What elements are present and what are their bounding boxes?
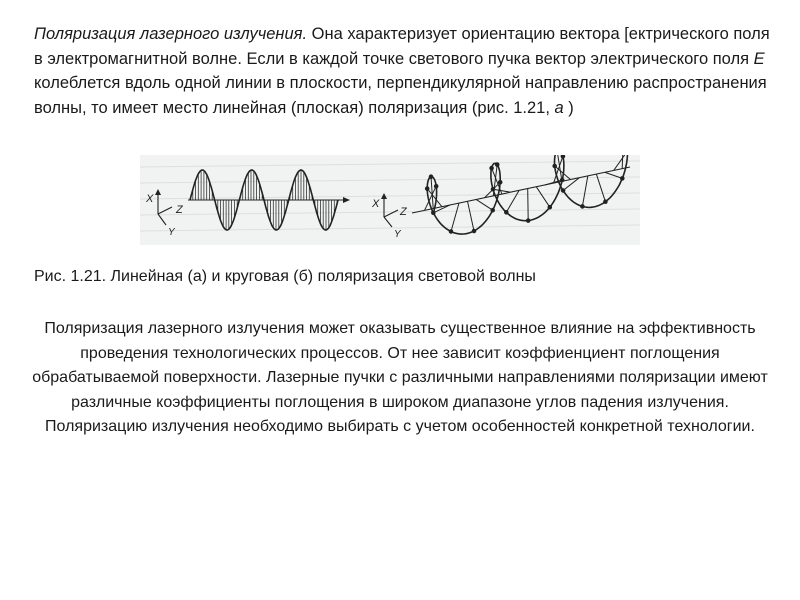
axis-y-label: Y <box>394 229 401 240</box>
polarization-drawing <box>140 155 640 245</box>
linear-wave <box>145 170 350 238</box>
field-vector <box>506 190 519 212</box>
polarization-figure <box>140 155 640 245</box>
body-paragraph: Поляризация лазерного излучения может оказывать существенное влияние на эффективность проведения технологических процессов. От нее зависит коэффиенциент поглощения обрабатываемой поверхности. Лазерные пучки с различными направлениями поляризации имеют различные коэффициенты поглощения в широком диапазоне углов падения излучения. Поляризацию излучения необходимо выбирать с учетом особенностей конкретной технологии. <box>32 320 768 435</box>
intro-text-c: ) <box>563 98 574 117</box>
axis-x-label: X <box>372 198 380 210</box>
intro-text-b: колеблется вдоль одной линии в плоскости, перпендикулярной направлению распространения волны, то имеет место линейная (плоская) поляризация (рис. 1.21, <box>34 74 767 117</box>
axis-y-label: Y <box>168 227 175 238</box>
field-vector <box>596 174 605 202</box>
figure-letter: a <box>554 98 564 117</box>
intro-paragraph <box>34 22 774 120</box>
axis-z-line <box>158 207 172 214</box>
axis-y-line <box>158 214 166 225</box>
field-vector <box>476 199 493 210</box>
field-symbol: E <box>753 49 765 68</box>
axis-y-line <box>384 217 392 227</box>
field-vector <box>468 201 475 231</box>
arrow-icon <box>343 197 350 203</box>
field-vector <box>493 189 511 192</box>
intro-text-a: Она характеризует ориентацию вектора [ектрического поля в электромагнитной волне. Если в каждой точке светового пучка вектор электрического поля <box>34 25 770 68</box>
axis-z-line <box>384 210 398 217</box>
field-vector <box>582 176 587 206</box>
axis-z-label: Z <box>176 204 183 216</box>
field-vector <box>536 187 550 207</box>
arrow-icon <box>155 189 161 195</box>
field-vector <box>528 189 529 221</box>
intro-lead: Поляризация лазерного излучения. <box>34 25 308 43</box>
axis-z-label: Z <box>400 206 407 218</box>
axis-x-label: X <box>146 193 154 205</box>
figure-caption: Рис. 1.21. Линейная (а) и круговая (б) поляризация световой волны <box>34 268 536 285</box>
circular-wave <box>371 155 630 240</box>
